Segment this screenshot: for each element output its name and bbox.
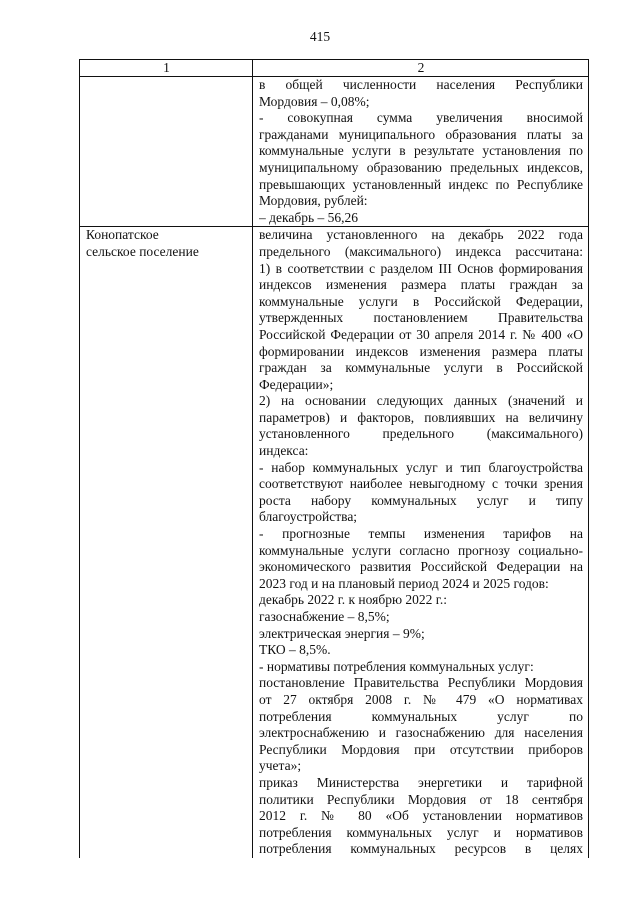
text-line: - совокупная сумма увеличения вносимой: [259, 110, 583, 126]
text-line: постановление Правительства Республики Мордовия: [259, 675, 583, 691]
text-line: величина установленного на декабрь 2022 года: [259, 227, 583, 243]
text-line: Мордовия, рублей:: [259, 193, 368, 209]
page-number: 415: [309, 29, 331, 44]
text-line: предельного (максимального) индекса рассчитана:: [259, 243, 583, 259]
text-line: потребления коммунальных ресурсов в целях: [259, 841, 583, 857]
text-line: - набор коммунальных услуг и тип благоустройства: [259, 459, 583, 475]
table-row-continuation: [80, 77, 589, 227]
text-line: 2) на основании следующих данных (значений и: [259, 393, 583, 409]
text-line: 2023 год и на плановый период 2024 и 2025 годов:: [259, 575, 549, 591]
text-line: Республики Мордовия при отсутствии приборов: [259, 741, 583, 757]
text-line: индексов изменения размера платы граждан за: [259, 277, 583, 293]
text-line: - прогнозные темпы изменения тарифов на: [259, 526, 583, 542]
text-line: потребления коммунальных услуг и нормативов: [259, 824, 583, 840]
text-line: гражданами муниципального образования платы за: [259, 126, 583, 142]
municipality-name-line: Конопатское: [86, 227, 159, 243]
text-line: превышающих установленный индекс по Республике: [259, 176, 583, 192]
text-line: учета»;: [259, 758, 302, 774]
text-line: газоснабжение – 8,5%;: [259, 609, 390, 624]
text-line: – декабрь – 56,26: [259, 209, 358, 225]
text-line: электрическая энергия – 9%;: [259, 625, 425, 641]
text-line: Российской Федерации от 30 апреля 2014 г. № 400 «О: [259, 326, 583, 342]
text-line: декабрь 2022 г. к ноябрю 2022 г.:: [259, 592, 447, 608]
column-header-2: 2: [253, 60, 589, 77]
text-line: утвержденных постановлением Правительства: [259, 310, 583, 326]
text-line: ТКО – 8,5%.: [259, 642, 331, 658]
text-line: благоустройства;: [259, 509, 358, 525]
text-line: в общей численности населения Республики: [259, 77, 583, 92]
text-line: политики Республики Мордовия от 18 сентября: [259, 791, 583, 807]
text-line: соответствуют наиболее невыгодному с точки зрения: [259, 476, 583, 492]
continuation-text-cell: [253, 77, 589, 227]
text-line: муниципальному образованию предельных индексов,: [259, 159, 583, 175]
municipality-name-cell: [80, 227, 253, 858]
text-line: параметров) и факторов, повлиявших на величину: [259, 409, 583, 425]
table-header-row: [80, 60, 589, 77]
table-row-konopatskoe: [80, 227, 589, 858]
index-description-cell: [253, 227, 589, 858]
continuation-left-cell: [80, 77, 253, 227]
text-line: роста набору коммунальных услуг и типу: [259, 492, 583, 508]
text-line: Мордовия – 0,08%;: [259, 93, 370, 109]
text-line: 2012 г. № 80 «Об установлении нормативов: [259, 808, 583, 824]
text-line: коммунальные услуги в Российской Федерации,: [259, 293, 583, 309]
text-line: коммунальные услуги согласно прогнозу социально-: [259, 542, 583, 558]
text-line: 1) в соответствии с разделом III Основ формирования: [259, 260, 583, 276]
text-line: формировании индексов изменения размера платы: [259, 343, 583, 359]
text-line: экономического развития Российской Федерации на: [259, 559, 583, 575]
column-header-1: 1: [80, 60, 253, 77]
text-line: электроснабжению и газоснабжению для населения: [259, 725, 583, 741]
municipality-name-line: сельское поселение: [86, 243, 199, 259]
text-line: - нормативы потребления коммунальных услуг:: [259, 658, 534, 674]
text-line: от 27 октября 2008 г. № 479 «О нормативах: [259, 691, 583, 707]
text-line: индекса:: [259, 443, 309, 459]
document-table: [79, 59, 589, 858]
text-line: установленного предельного (максимального): [259, 426, 583, 442]
text-line: потребления коммунальных услуг по: [259, 708, 583, 724]
text-line: коммунальные услуги в результате установления по: [259, 143, 583, 159]
text-line: приказ Министерства энергетики и тарифной: [259, 774, 583, 790]
text-line: граждан за коммунальные услуги в Российской: [259, 360, 583, 376]
text-line: Федерации»;: [259, 376, 334, 392]
